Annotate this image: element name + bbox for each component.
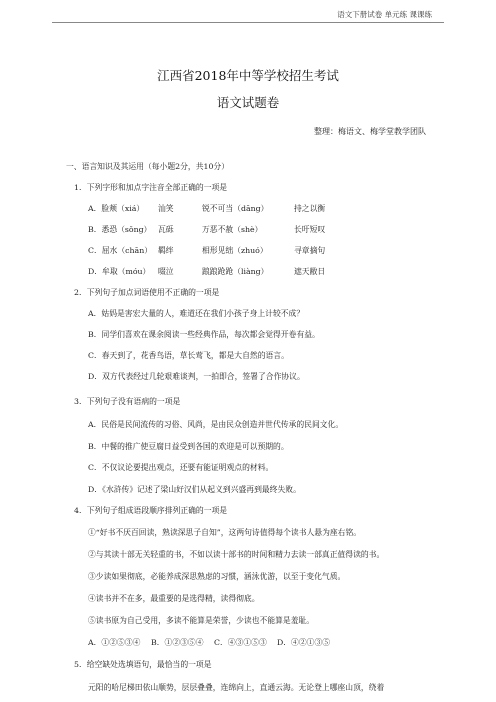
option-cell: B．①②③⑤④ [151, 638, 204, 647]
compiler-credit: 整理：梅语文、梅学堂教学团队 [314, 127, 426, 136]
page-header: 语文下册试卷 单元练 课课练 [337, 10, 432, 19]
option-cell: C．屈水（chān） [88, 246, 153, 255]
question-4-stem: 4．下列句子组成语段顺序排列正确的一项是 [74, 506, 228, 515]
option-cell: 长吁短叹 [294, 225, 326, 234]
question-4-sentence-4: ④读书并不在多，最重要的是选得精，读得彻底。 [88, 594, 260, 603]
question-1-option-a [88, 205, 325, 213]
question-4-sentence-5: ⑤读书原为自己受用，多读不能算是荣誉，少读也不能算是羞耻。 [88, 616, 315, 625]
option-cell: C．④③①⑤③ [214, 638, 267, 647]
exam-title: 江西省2018年中等学校招生考试 [157, 68, 339, 83]
question-5-stem: 5．给空缺处选填语句，最恰当的一项是 [74, 660, 212, 669]
option-cell: 汕笑 [158, 204, 174, 213]
question-1-option-b [88, 226, 325, 234]
question-1-option-c [88, 247, 325, 255]
question-2-stem: 2．下列句子加点词语使用不正确的一项是 [74, 288, 220, 297]
question-3-option-c: C．不仅议论要提出观点，还要有能证明观点的材料。 [88, 463, 274, 472]
exam-subtitle: 语文试题卷 [216, 95, 280, 110]
option-cell: 遮天敝日 [294, 267, 326, 276]
question-4-sentence-3: ③少读如果彻底，必能养成深思熟虑的习惯，涵泳优游，以至于变化气质。 [88, 572, 346, 581]
question-2-option-b: B．同学们喜欢在课余阅读一些经典作品，每次都会觉得开卷有益。 [88, 330, 320, 339]
option-cell: D．④②①③⑤ [277, 638, 331, 647]
option-cell: A．①②⑤③④ [88, 638, 141, 647]
option-cell: 寻章摘句 [294, 246, 326, 255]
option-cell: 相形见绌（zhuó） [202, 246, 268, 255]
question-1-stem: 1．下列字形和加点字注音全部正确的一项是 [74, 183, 228, 192]
question-3-option-d: D．《水浒传》记述了梁山好汉们从起义到兴盛再到最终失败。 [88, 485, 301, 494]
question-3-option-a: A．民俗是民间流传的习俗、风尚，是由民众创造并世代传承的民间文化。 [88, 420, 344, 429]
question-5-passage: 元阳的哈尼梯田依山顺势，层层叠叠，连绵向上，直通云海。无论登上哪座山顶，绕着 [88, 683, 385, 692]
option-cell: B．悉恐（sǒng） [88, 225, 152, 234]
question-4-options [88, 639, 330, 647]
question-3-option-b: B．中餐的推广使豆腐日益受到各国的欢迎是可以预期的。 [88, 442, 289, 451]
option-cell: 羁绊 [158, 246, 174, 255]
section-heading: 一、语言知识及其运用（每小题2分，共10分） [66, 162, 230, 171]
option-cell: 万恶不赦（shè） [202, 225, 263, 234]
question-1-option-d [88, 268, 325, 276]
option-cell: 锐不可当（dāng） [202, 204, 269, 213]
question-2-option-d: D．双方代表经过几轮艰难谈判，一拍即合，签署了合作协议。 [88, 372, 305, 381]
question-2-option-c: C．春天到了，花香鸟语，草长莺飞，都是大自然的语言。 [88, 351, 289, 360]
question-4-sentence-1: ①“好书不厌百回读，熟读深思子自知”，这两句诗值得每个读书人悬为座右铭。 [88, 528, 362, 537]
question-2-option-a: A．姑妈是害宏大量的人，难道还在我们小孩子身上计较不成？ [88, 309, 305, 318]
option-cell: A．脸颊（xiá） [88, 204, 145, 213]
option-cell: 瓦砾 [158, 225, 174, 234]
question-3-stem: 3．下列句子没有语病的一项是 [74, 397, 181, 406]
option-cell: 持之以衡 [294, 204, 326, 213]
option-cell: D．牟取（móu） [88, 267, 151, 276]
option-cell: 啜泣 [158, 267, 174, 276]
question-4-sentence-2: ②与其读十部无关轻重的书，不如以读十部书的时间和精力去读一部真正值得读的书。 [88, 550, 385, 559]
option-cell: 踉踉跄跄（liàng） [202, 267, 269, 276]
header-rule [52, 22, 444, 23]
